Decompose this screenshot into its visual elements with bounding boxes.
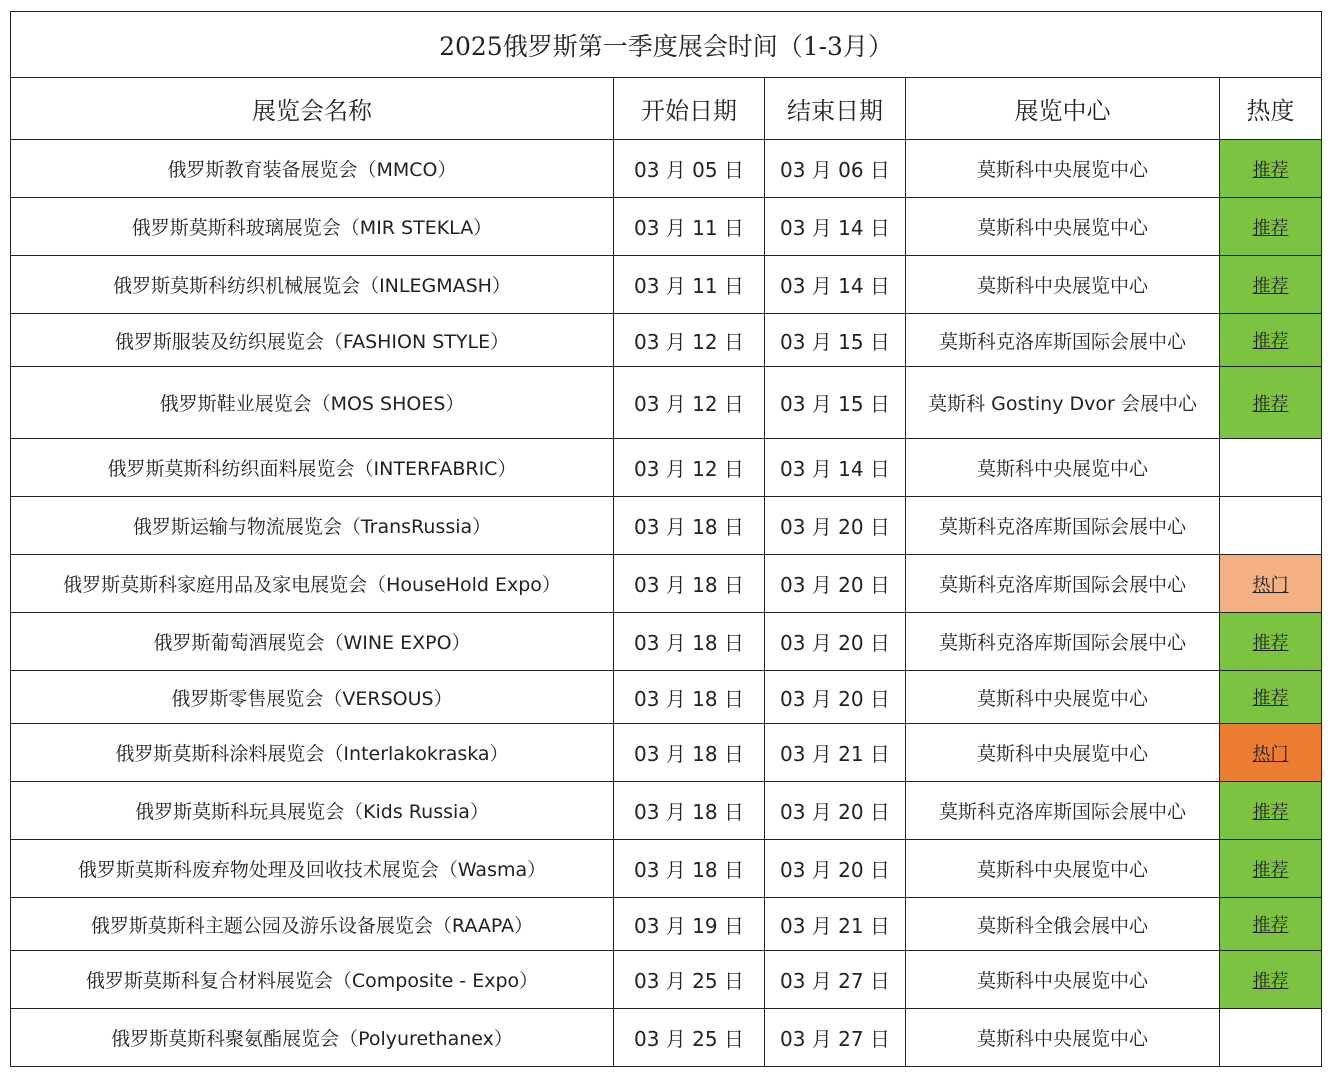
end-date: 03 月 15 日 [765,367,906,439]
heat-cell [1220,439,1322,497]
column-header-end-date: 结束日期 [765,78,906,140]
column-header-start-date: 开始日期 [614,78,765,140]
heat-cell [1220,198,1322,256]
heat-cell [1220,256,1322,314]
exhibition-name: 俄罗斯运输与物流展览会（TransRussia） [11,497,614,555]
exhibition-center: 莫斯科中央展览中心 [906,1009,1220,1067]
table-row [11,256,1322,314]
end-date: 03 月 27 日 [765,951,906,1009]
end-date: 03 月 21 日 [765,724,906,782]
column-header-heat: 热度 [1220,78,1322,140]
exhibition-center: 莫斯科中央展览中心 [906,140,1220,198]
heat-cell [1220,671,1322,724]
column-header-center: 展览中心 [906,78,1220,140]
heat-cell [1220,724,1322,782]
exhibition-name: 俄罗斯莫斯科纺织机械展览会（INLEGMASH） [11,256,614,314]
exhibition-name: 俄罗斯莫斯科玻璃展览会（MIR STEKLA） [11,198,614,256]
table-row [11,198,1322,256]
exhibition-center: 莫斯科克洛库斯国际会展中心 [906,782,1220,840]
table-row [11,439,1322,497]
exhibition-center: 莫斯科中央展览中心 [906,840,1220,898]
table-row [11,497,1322,555]
exhibition-center: 莫斯科中央展览中心 [906,198,1220,256]
exhibition-center: 莫斯科中央展览中心 [906,951,1220,1009]
heat-link[interactable]: 推荐 [1252,393,1289,415]
heat-link[interactable]: 推荐 [1252,275,1289,297]
heat-cell [1220,140,1322,198]
table-row [11,140,1322,198]
end-date: 03 月 20 日 [765,497,906,555]
end-date: 03 月 27 日 [765,1009,906,1067]
heat-link[interactable]: 热门 [1252,574,1289,596]
heat-cell [1220,782,1322,840]
exhibition-name: 俄罗斯零售展览会（VERSOUS） [11,671,614,724]
heat-link[interactable]: 推荐 [1252,688,1289,709]
exhibition-center: 莫斯科全俄会展中心 [906,898,1220,951]
start-date: 03 月 18 日 [614,671,765,724]
end-date: 03 月 15 日 [765,314,906,367]
start-date: 03 月 18 日 [614,555,765,613]
heat-link[interactable]: 推荐 [1252,217,1289,239]
exhibition-center: 莫斯科中央展览中心 [906,671,1220,724]
heat-link[interactable]: 热门 [1252,743,1289,765]
exhibition-name: 俄罗斯莫斯科涂料展览会（Interlakokraska） [11,724,614,782]
exhibition-center: 莫斯科克洛库斯国际会展中心 [906,497,1220,555]
end-date: 03 月 06 日 [765,140,906,198]
end-date: 03 月 14 日 [765,439,906,497]
end-date: 03 月 14 日 [765,256,906,314]
exhibition-name: 俄罗斯莫斯科纺织面料展览会（INTERFABRIC） [11,439,614,497]
exhibition-center: 莫斯科中央展览中心 [906,439,1220,497]
table-row [11,724,1322,782]
start-date: 03 月 18 日 [614,497,765,555]
start-date: 03 月 05 日 [614,140,765,198]
start-date: 03 月 18 日 [614,782,765,840]
end-date: 03 月 21 日 [765,898,906,951]
heat-link[interactable]: 推荐 [1252,915,1289,936]
heat-cell [1220,367,1322,439]
start-date: 03 月 25 日 [614,951,765,1009]
heat-link[interactable]: 推荐 [1252,632,1289,654]
heat-cell [1220,497,1322,555]
heat-link[interactable]: 推荐 [1252,159,1289,181]
exhibition-name: 俄罗斯葡萄酒展览会（WINE EXPO） [11,613,614,671]
exhibition-name: 俄罗斯莫斯科聚氨酯展览会（Polyurethanex） [11,1009,614,1067]
exhibition-name: 俄罗斯莫斯科家庭用品及家电展览会（HouseHold Expo） [11,555,614,613]
end-date: 03 月 14 日 [765,198,906,256]
table-row [11,555,1322,613]
table-row [11,898,1322,951]
exhibition-schedule-table [10,11,1322,1067]
exhibition-name: 俄罗斯莫斯科玩具展览会（Kids Russia） [11,782,614,840]
heat-cell [1220,951,1322,1009]
heat-cell [1220,314,1322,367]
exhibition-center: 莫斯科中央展览中心 [906,256,1220,314]
exhibition-name: 俄罗斯教育装备展览会（MMCO） [11,140,614,198]
start-date: 03 月 25 日 [614,1009,765,1067]
table-row [11,671,1322,724]
heat-link[interactable]: 推荐 [1252,859,1289,881]
heat-link[interactable]: 推荐 [1252,801,1289,823]
exhibition-name: 俄罗斯莫斯科废弃物处理及回收技术展览会（Wasma） [11,840,614,898]
heat-cell [1220,840,1322,898]
end-date: 03 月 20 日 [765,671,906,724]
start-date: 03 月 11 日 [614,198,765,256]
end-date: 03 月 20 日 [765,613,906,671]
column-header-name: 展览会名称 [11,78,614,140]
table-row [11,782,1322,840]
start-date: 03 月 12 日 [614,439,765,497]
heat-cell [1220,1009,1322,1067]
end-date: 03 月 20 日 [765,555,906,613]
start-date: 03 月 18 日 [614,840,765,898]
table-row [11,1009,1322,1067]
start-date: 03 月 12 日 [614,314,765,367]
exhibition-center: 莫斯科克洛库斯国际会展中心 [906,314,1220,367]
table-row [11,951,1322,1009]
heat-cell [1220,898,1322,951]
table-row [11,367,1322,439]
exhibition-center: 莫斯科克洛库斯国际会展中心 [906,613,1220,671]
heat-cell [1220,613,1322,671]
start-date: 03 月 12 日 [614,367,765,439]
exhibition-center: 莫斯科中央展览中心 [906,724,1220,782]
end-date: 03 月 20 日 [765,840,906,898]
table-row [11,840,1322,898]
table-row [11,314,1322,367]
table-row [11,613,1322,671]
exhibition-name: 俄罗斯莫斯科主题公园及游乐设备展览会（RAAPA） [11,898,614,951]
start-date: 03 月 19 日 [614,898,765,951]
exhibition-name: 俄罗斯鞋业展览会（MOS SHOES） [11,367,614,439]
exhibition-center: 莫斯科克洛库斯国际会展中心 [906,555,1220,613]
exhibition-name: 俄罗斯莫斯科复合材料展览会（Composite - Expo） [11,951,614,1009]
heat-link[interactable]: 推荐 [1252,970,1289,992]
end-date: 03 月 20 日 [765,782,906,840]
start-date: 03 月 11 日 [614,256,765,314]
table-title: 2025俄罗斯第一季度展会时间（1-3月） [11,12,1322,78]
heat-cell [1220,555,1322,613]
start-date: 03 月 18 日 [614,724,765,782]
exhibition-center: 莫斯科 Gostiny Dvor 会展中心 [906,367,1220,439]
heat-link[interactable]: 推荐 [1252,331,1289,352]
start-date: 03 月 18 日 [614,613,765,671]
exhibition-name: 俄罗斯服装及纺织展览会（FASHION STYLE） [11,314,614,367]
